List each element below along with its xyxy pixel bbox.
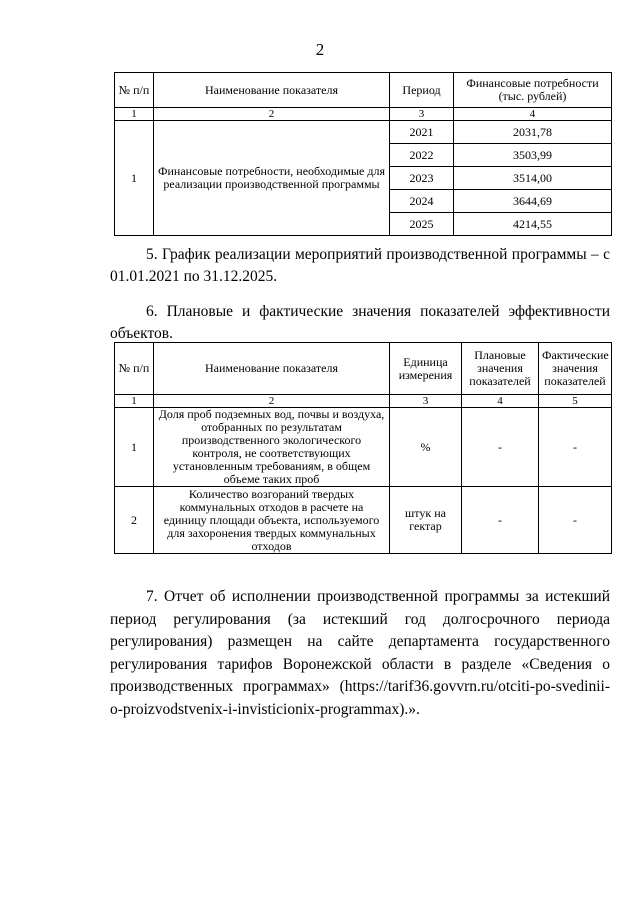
header-actual: Фактические значения показателей [539, 343, 612, 395]
row-number: 1 [115, 408, 154, 487]
header-indicator: Наименование показателя [154, 343, 390, 395]
actual-value: - [539, 487, 612, 554]
column-number: 5 [539, 395, 612, 408]
header-indicator: Наименование показателя [154, 73, 390, 108]
column-number: 3 [390, 395, 462, 408]
header-financial-needs: Финансовые потребности (тыс. рублей) [454, 73, 612, 108]
indicator-name: Доля проб подземных вод, почвы и воздуха, отобранных по результатам производственного экологического контроля, не соответствующих установленным требованиям, в общем объеме таких проб [154, 408, 390, 487]
row-number: 2 [115, 487, 154, 554]
paragraph-6 [110, 301, 610, 345]
paragraph-5 [110, 244, 610, 288]
header-period: Период [390, 73, 454, 108]
actual-value: - [539, 408, 612, 487]
table-row [115, 121, 612, 144]
row-number: 1 [115, 121, 154, 236]
value-cell: 3644,69 [454, 190, 612, 213]
table-header-row [115, 343, 612, 395]
table-row [115, 487, 612, 554]
planned-value: - [462, 408, 539, 487]
unit-cell: % [390, 408, 462, 487]
paragraph-6-text: 6. Плановые и фактические значения показателей эффективности объектов. [110, 303, 610, 342]
column-number: 1 [115, 395, 154, 408]
page-number: 2 [315, 40, 325, 59]
table-row [115, 408, 612, 487]
column-number: 2 [154, 108, 390, 121]
column-numbers-row [115, 395, 612, 408]
unit-cell: штук на гектар [390, 487, 462, 554]
value-cell: 4214,55 [454, 213, 612, 236]
indicator-name: Финансовые потребности, необходимые для реализации производственной программы [154, 121, 390, 236]
column-numbers-row [115, 108, 612, 121]
column-number: 3 [390, 108, 454, 121]
header-unit: Единица измерения [390, 343, 462, 395]
period-cell: 2024 [390, 190, 454, 213]
header-planned: Плановые значения показателей [462, 343, 539, 395]
planned-value: - [462, 487, 539, 554]
efficiency-indicators-table [114, 342, 612, 554]
financial-needs-table [114, 72, 612, 236]
period-cell: 2022 [390, 144, 454, 167]
paragraph-7 [110, 586, 610, 721]
period-cell: 2021 [390, 121, 454, 144]
header-number: № п/п [115, 73, 154, 108]
indicator-name: Количество возгораний твердых коммунальных отходов в расчете на единицу площади объекта, используемого для захоронения твердых коммунальных отходов [154, 487, 390, 554]
value-cell: 3514,00 [454, 167, 612, 190]
column-number: 4 [454, 108, 612, 121]
header-number: № п/п [115, 343, 154, 395]
value-cell: 2031,78 [454, 121, 612, 144]
period-cell: 2025 [390, 213, 454, 236]
column-number: 1 [115, 108, 154, 121]
value-cell: 3503,99 [454, 144, 612, 167]
table-header-row [115, 73, 612, 108]
period-cell: 2023 [390, 167, 454, 190]
column-number: 2 [154, 395, 390, 408]
column-number: 4 [462, 395, 539, 408]
paragraph-7-text: 7. Отчет об исполнении производственной программы за истекший период регулирования (за истекший год долгосрочного периода регулирования) размещен на сайте департамента государственного регулирования тарифов Воронежской области в разделе «Сведения о производственных программах» (https://tarif36.govvrn.ru/otciti-po-svedinii-o-proizvodstvenix-i-invisticionix-programmax).». [110, 588, 610, 718]
paragraph-5-text: 5. График реализации мероприятий производственной программы – с 01.01.2021 по 31.12.2025. [110, 246, 610, 285]
